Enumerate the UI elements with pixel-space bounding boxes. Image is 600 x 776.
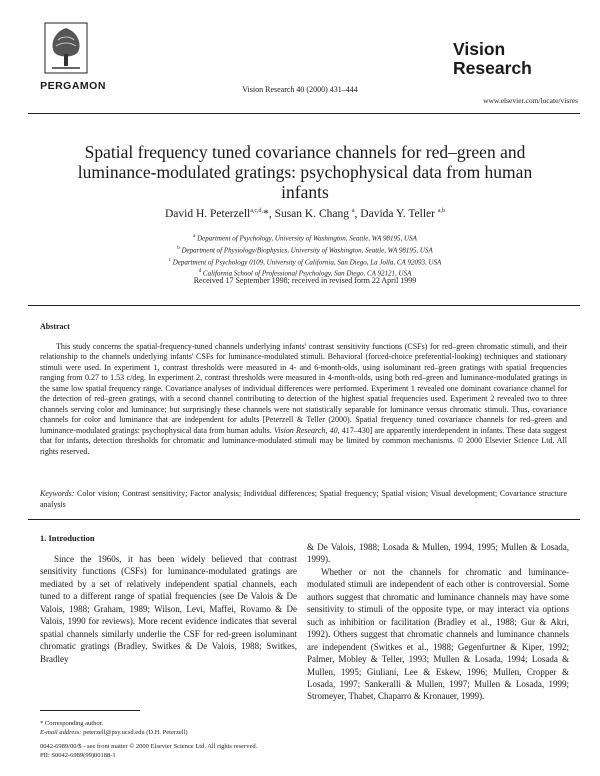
journal-title-line-1: Vision [453, 39, 506, 59]
email-note [40, 728, 340, 737]
author-separator: , [354, 208, 361, 220]
journal-title-line-2: Research [453, 58, 532, 78]
affiliation-list [40, 232, 570, 279]
affiliation-text: California School of Professional Psychology, San Diego, CA 92121, USA [202, 269, 412, 278]
abstract-heading: Abstract [40, 322, 70, 331]
author-name: David H. Peterzell [164, 208, 251, 220]
abstract-cited-volume: 40 [329, 425, 338, 435]
affiliation-marker: b [177, 245, 180, 251]
received-dates: Received 17 September 1998; received in revised form 22 April 1999 [193, 276, 417, 285]
title-line-3: infants [281, 182, 329, 202]
affiliation-item [40, 256, 570, 268]
footnote [40, 719, 340, 737]
section-heading: 1. Introduction [40, 533, 95, 543]
affiliation-marker: a [193, 234, 196, 239]
author-affiliation-marker: a,b [437, 208, 446, 215]
journal-title [453, 40, 532, 78]
keywords-label: Keywords: [40, 489, 75, 498]
title-line-1: Spatial frequency tuned covariance channels for red–green and [84, 142, 526, 162]
paragraph: & De Valois, 1988; Losada & Mullen, 1994, 1995; Mullen & Losada, 1999). [307, 542, 569, 565]
affiliation-marker: d [198, 269, 202, 275]
abstract-text: This study concerns the spatial-frequency-tuned channels underlying infants' contrast sensitivity functions (CSFs) for red–green chromatic stimuli, and their relationship to the channels underlying infants' CSFs for luminance-modulated stimuli. Behavioral (forced-choice preferential-looking) techniques and stationary stimuli were used. In experiment 1, contrast thresholds were measured in 4- and 6-month-olds, using isoluminant red–green gratings with spatial frequencies ranging from 0.27 to 1.53 c/deg. In experiment 2, contrast thresholds were measured in 4-month-olds, using both red–green and luminance-modulated gratings in the same low spatial frequency range. Covariance analyses of individual differences were performed. Experiment 1 revealed one dominant covariance channel for the detection of red–green gratings, with a second channel contributing to detection of the highest spatial frequencies used. Experiment 2 revealed two to three channels serving color and luminance; but surprisingly these channels were not statistically separable for luminance versus chromatic stimuli. Thus, covariance channels for color and luminance that are independent for adults [Peterzell & Teller (2000). Spatial frequency tuned covariance channels for red–green and luminance-modulated gratings: psychophysical data from human adults. [40, 342, 567, 435]
abstract-divider [28, 519, 580, 520]
author-separator: , [268, 208, 275, 220]
author-name: Davida Y. Teller [360, 208, 435, 220]
keywords-text: Color vision; Contrast sensitivity; Factor analysis; Individual differences; Spatial frequency; Spatial vision; Visual development; Covariance structure analysis [40, 489, 567, 509]
page-footer [40, 742, 580, 760]
affiliation-item [40, 244, 570, 256]
corresponding-author-note: * Corresponding author. [40, 720, 104, 727]
keywords [40, 489, 567, 510]
author-list [40, 208, 570, 220]
author-affiliation-marker: a,c,d, [250, 208, 264, 215]
author-name: Susan K. Chang [274, 208, 349, 220]
author-affiliation-marker: a [351, 208, 355, 215]
title-divider [28, 305, 580, 306]
copyright-line: 0042-6989/00/$ - see front matter © 2000 Elsevier Science Ltd. All rights reserved. [40, 743, 258, 750]
intro-left-column: Since the 1960s, it has been widely believed that contrast sensitivity functions (CSFs) for luminance-modulated gratings are mediated by a set of relatively independent spatial channels, each tuned to a different range of spatial frequencies (see De Valois & De Valois, 1988; Graham, 1989; Wilson, Levi, Maffei, Rovamo & De Valois, 1990 for reviews). More recent evidence indicates that several spatial channels similarly underlie the CSF for red-green isoluminant chromatic gratings (Bradley, Switkes & De Valois, 1988; Switkes, Bradley [40, 554, 297, 664]
abstract-cited-journal: Vision Research [273, 425, 326, 435]
publisher-name: PERGAMON [40, 80, 106, 92]
abstract-text: , 417–430] are apparently interdependent in infants. These data suggest that for infants, detection thresholds for chromatic and luminance-modulated stimuli may be limited by common mechanisms. © 2000 Elsevier Science Ltd. All rights reserved. [40, 425, 567, 456]
affiliation-item [40, 232, 570, 244]
abstract-body: This study concerns the spatial-frequency-tuned channels underlying infants' contrast sensitivity functions (CSFs) for red–green chromatic stimuli, and their relationship to the channels underlying infants' CSFs for luminance-modulated stimuli. Behavioral (forced-choice preferential-looking) techniques and stationary stimuli were used. In experiment 1, contrast thresholds were measured in 4- and 6-month-olds, using isoluminant red–green gratings with spatial frequencies ranging from 0.27 to 1.53 c/deg. In experiment 2, contrast thresholds were measured in 4-month-olds, using both red–green and luminance-modulated gratings in the same low spatial frequency range. Covariance analyses of individual differences were performed. Experiment 1 revealed one dominant covariance channel for the detection of red–green gratings, with a second channel contributing to detection of the highest spatial frequencies used. Experiment 2 revealed two to three channels serving color and luminance; but surprisingly these channels were not statistically separable for luminance versus chromatic stimuli. Thus, covariance channels for color and luminance that are independent for adults [Peterzell & Teller (2000). Spatial frequency tuned covariance channels for red–green and luminance-modulated gratings: psychophysical data from human adults. Vision Research, 40, 417–430] are apparently interdependent in infants. These data suggest that for infants, detection thresholds for chromatic and luminance-modulated stimuli may be limited by common mechanisms. © 2000 Elsevier Science Ltd. All rights reserved. [40, 342, 567, 456]
journal-reference: Vision Research 40 (2000) 431–444 [242, 85, 358, 94]
email-address[interactable]: peterzell@psy.ucsd.edu (D.H. Peterzell) [81, 729, 188, 736]
pii-line: PII: S0042-6989(99)00188-1 [40, 752, 116, 759]
title-line-2: luminance-modulated gratings: psychophysical data from human [77, 162, 533, 182]
email-label: E-mail address: [40, 729, 82, 736]
paper-title [40, 142, 570, 202]
affiliation-text: Department of Psychology 0109, University of California, San Diego, La Jolla, CA 92093, USA [172, 257, 442, 266]
corresponding-marker: * [263, 208, 269, 220]
paragraph: Whether or not the channels for chromatic and luminance-modulated stimuli are independent of each other is controversial. Some authors suggest that chromatic and luminance channels may have some sensitivity to stimuli of the opposite type, or may interact via options such as inhibition or facilitation (Bradley et al., 1988; Gur & Akri, 1992). Others suggest that chromatic channels and luminance channels are independent (Switkes et al., 1988; Gegenfurtner & Kiper, 1992; Palmer, Mobley & Teller, 1993; Mullen & Losada, 1994; Losada & Mullen, 1995; Giulianí, Lee & Eskew, 1996; Mullen, Cropper & Losada, 1997; Sankeralli & Mullen, 1997; Mullen & Losada, 1999; Stromeyer, Thabet, Chaparro & Kronauer, 1999). [307, 566, 569, 702]
footnote-divider [40, 710, 140, 711]
affiliation-marker: c [168, 257, 171, 263]
affiliation-text: Department of Physiology/Biophysics, University of Washington, Seattle, WA 98195, USA [181, 246, 433, 255]
header-divider [28, 113, 580, 114]
journal-url[interactable]: www.elsevier.com/locate/visres [483, 96, 578, 105]
pergamon-tree-logo-icon [44, 22, 88, 74]
intro-right-column [307, 541, 569, 703]
affiliation-text: Department of Psychology, University of Washington, Seattle, WA 98195, USA [197, 234, 417, 243]
